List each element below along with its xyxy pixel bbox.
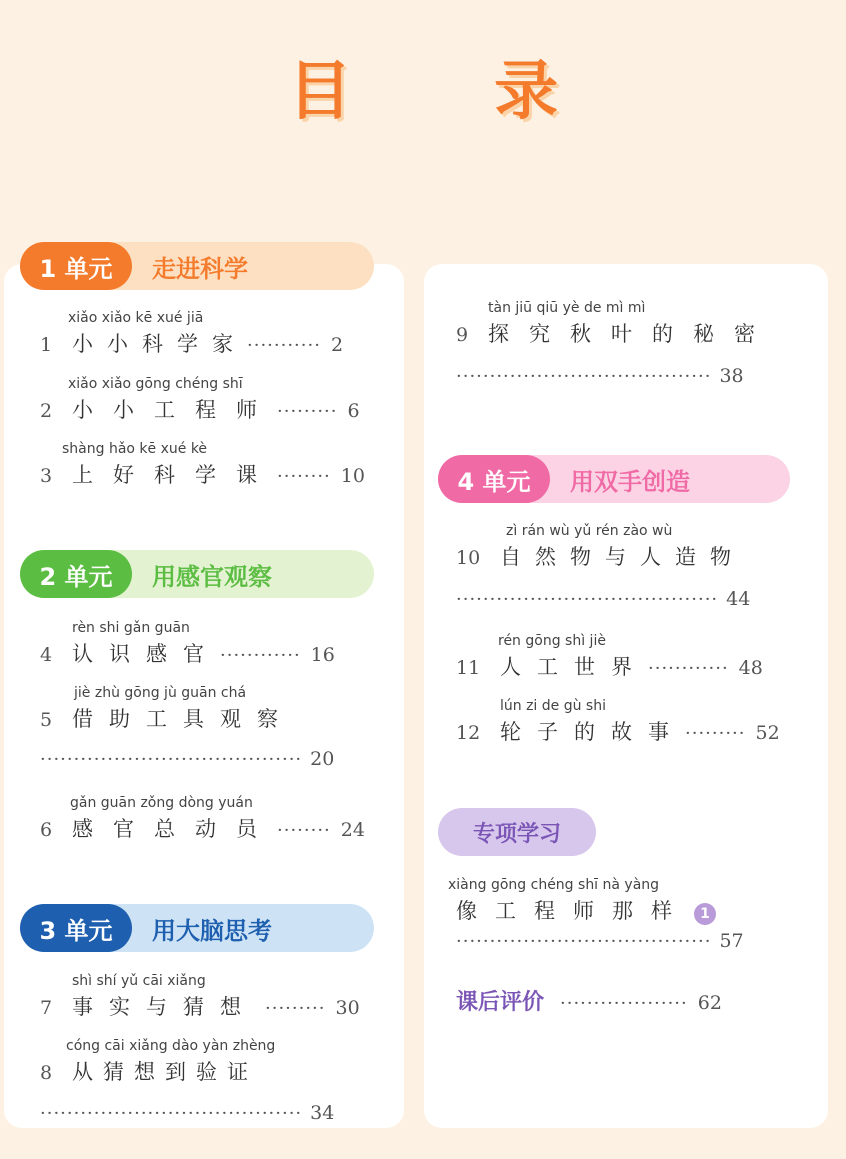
page-number: 6 xyxy=(347,400,360,422)
lesson-title: 人工世界 xyxy=(500,655,648,679)
lesson-pinyin: zì rán wù yǔ rén zào wù xyxy=(506,523,673,539)
unit-2-badge: 2 单元 xyxy=(20,550,132,598)
unit-1-header[interactable] xyxy=(20,242,374,290)
unit-3-badge: 3 单元 xyxy=(20,904,132,952)
unit-4-badge: 4 单元 xyxy=(438,455,550,503)
lesson-title: 借助工具观察 xyxy=(72,707,294,731)
lesson-pinyin: rèn shi gǎn guān xyxy=(72,620,190,636)
lesson-9-leader xyxy=(456,365,744,387)
leader-dots: ······································ xyxy=(456,366,712,387)
leader-dots: ········· xyxy=(277,401,338,422)
lesson-pinyin: shàng hǎo kē xué kè xyxy=(62,441,208,457)
leader-dots: ··················· xyxy=(560,993,688,1014)
special-study-badge[interactable]: 专项学习 xyxy=(438,808,596,856)
unit-2-name: 用感官观察 xyxy=(152,562,272,591)
lesson-number: 3 xyxy=(40,465,53,487)
lesson-title: 自然物与人造物 xyxy=(500,545,745,569)
lesson-pinyin: gǎn guān zǒng dòng yuán xyxy=(70,795,253,811)
number-one-marker: 1 xyxy=(694,903,716,925)
leader-dots: ······································· xyxy=(40,749,303,770)
lesson-title: 小小工程师 xyxy=(72,398,277,422)
page-number: 10 xyxy=(340,465,365,487)
lesson-title: 探究秋叶的秘密 xyxy=(488,322,775,346)
page-number: 62 xyxy=(697,992,722,1014)
lesson-title: 像工程师那样 xyxy=(456,899,690,923)
lesson-title: 上好科学课 xyxy=(72,463,277,487)
lesson-title: 认识感官 xyxy=(72,642,220,666)
unit-2-header[interactable] xyxy=(20,550,374,598)
unit-4-header[interactable] xyxy=(438,455,790,503)
page-number: 20 xyxy=(310,748,335,770)
leader-dots: ········ xyxy=(277,820,331,841)
lesson-number: 9 xyxy=(456,324,469,346)
lesson-8-leader xyxy=(40,1102,334,1124)
page-number: 16 xyxy=(310,644,335,666)
page-number: 2 xyxy=(330,334,344,356)
special-leader xyxy=(456,930,744,952)
lesson-number: 5 xyxy=(40,709,53,731)
leader-dots: ········· xyxy=(685,723,746,744)
lesson-number: 7 xyxy=(40,997,53,1019)
page-number: 52 xyxy=(755,722,780,744)
lesson-pinyin: rén gōng shì jiè xyxy=(498,633,606,649)
page-title: 目 录 xyxy=(287,55,619,129)
lesson-10-leader xyxy=(456,588,750,610)
page-number: 48 xyxy=(738,657,763,679)
lesson-title: 事实与猜想 xyxy=(72,995,257,1019)
unit-4-name: 用双手创造 xyxy=(570,467,690,496)
page-number: 34 xyxy=(310,1102,335,1124)
leader-dots: ············ xyxy=(648,658,729,679)
unit-1-name: 走进科学 xyxy=(152,254,248,283)
lesson-pinyin: tàn jiū qiū yè de mì mì xyxy=(488,300,646,316)
lesson-title: 小小科学家 xyxy=(72,332,247,356)
lesson-number: 4 xyxy=(40,644,53,666)
lesson-pinyin: lún zi de gù shi xyxy=(500,698,606,714)
lesson-title: 轮子的故事 xyxy=(500,720,685,744)
leader-dots: ······································· xyxy=(456,589,719,610)
lesson-title: 感官总动员 xyxy=(72,817,277,841)
page-number: 30 xyxy=(335,997,360,1019)
lesson-number: 2 xyxy=(40,400,53,422)
lesson-pinyin: jiè zhù gōng jù guān chá xyxy=(74,685,247,701)
lesson-pinyin: shì shí yǔ cāi xiǎng xyxy=(72,973,206,989)
evaluation-label: 课后评价 xyxy=(456,990,545,1015)
unit-1-badge: 1 单元 xyxy=(20,242,132,290)
lesson-pinyin: xiǎo xiǎo gōng chéng shī xyxy=(68,376,243,392)
lesson-number: 8 xyxy=(40,1062,53,1084)
page-number: 57 xyxy=(719,930,744,952)
lesson-pinyin: xiǎo xiǎo kē xué jiā xyxy=(68,310,204,326)
lesson-5-leader xyxy=(40,748,334,770)
lesson-title: 从猜想到验证 xyxy=(72,1060,258,1084)
leader-dots: ············ xyxy=(220,645,301,666)
unit-3-header[interactable] xyxy=(20,904,374,952)
lesson-number: 11 xyxy=(456,657,481,679)
lesson-pinyin: cóng cāi xiǎng dào yàn zhèng xyxy=(66,1038,276,1054)
leader-dots: ········ xyxy=(277,466,331,487)
page-number: 38 xyxy=(719,365,744,387)
lesson-number: 1 xyxy=(40,334,53,356)
leader-dots: ··········· xyxy=(247,335,321,356)
page-number: 24 xyxy=(340,819,365,841)
leader-dots: ········· xyxy=(265,998,326,1019)
unit-3-name: 用大脑思考 xyxy=(152,916,272,945)
leader-dots: ······································ xyxy=(456,931,712,952)
leader-dots: ······································· xyxy=(40,1103,303,1124)
lesson-number: 10 xyxy=(456,547,481,569)
page-number: 44 xyxy=(726,588,751,610)
lesson-pinyin: xiàng gōng chéng shī nà yàng xyxy=(448,877,660,893)
lesson-number: 12 xyxy=(456,722,481,744)
lesson-number: 6 xyxy=(40,819,53,841)
evaluation-entry[interactable] xyxy=(456,985,722,1016)
